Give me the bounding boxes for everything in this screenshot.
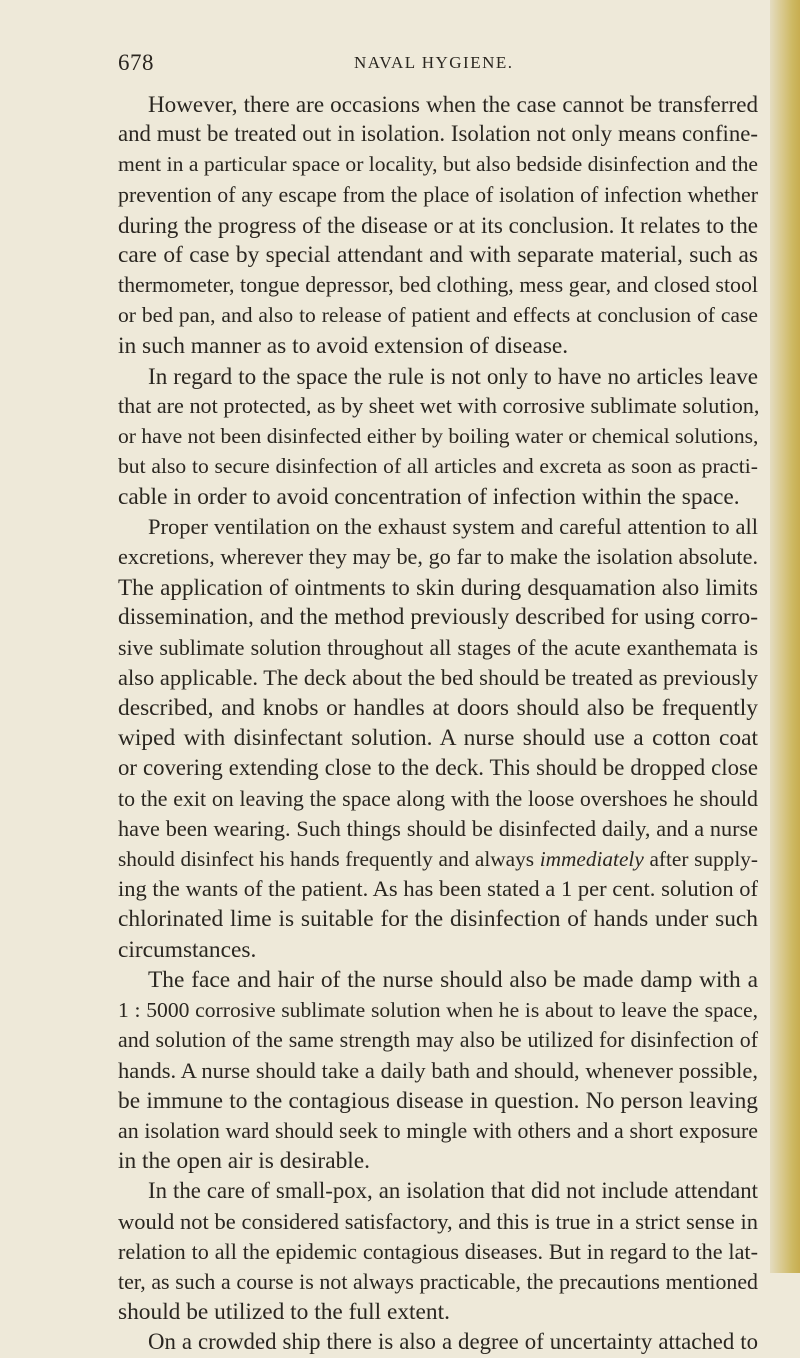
text-line: ing the wants of the patient. As has been stated a 1 per cent. solution of <box>118 876 758 902</box>
text-line: should be utilized to the full extent. <box>118 1299 450 1326</box>
text-line: relation to all the epidemic contagious diseases. But in regard to the lat- <box>118 1238 758 1264</box>
paragraph <box>118 965 758 1176</box>
body-text <box>118 89 758 1358</box>
text-line: ter, as such a course is not always practicable, the precautions mentioned <box>118 1268 758 1294</box>
text-line: On a crowded ship there is also a degree of uncertainty attached to <box>148 1329 758 1355</box>
text-line: circumstances. <box>118 936 257 963</box>
text-line: chlorinated lime is suitable for the disinfection of hands under such <box>118 906 758 933</box>
text-line: In the care of small-pox, an isolation that did not include attendant <box>148 1178 758 1204</box>
text-line: cable in order to avoid concentration of infection within the space. <box>118 483 740 510</box>
text-line: Proper ventilation on the exhaust system and careful attention to all <box>148 513 758 539</box>
text-line: excretions, wherever they may be, go far to make the isolation absolute. <box>118 544 758 570</box>
text-line: have been wearing. Such things should be disinfected daily, and a nurse <box>118 815 758 841</box>
text-line: care of case by special attendant and with separate material, such as <box>118 242 758 269</box>
page-edge <box>770 0 800 1273</box>
text-line: sive sublimate solution throughout all stages of the acute exanthemata is <box>118 634 758 660</box>
text-line: wiped with disinfectant solution. A nurse should use a cotton coat <box>118 725 758 752</box>
text-line: an isolation ward should seek to mingle with others and a short exposure <box>118 1117 758 1143</box>
text-line: in such manner as to avoid extension of disease. <box>118 332 569 359</box>
text-line: ment in a particular space or locality, but also bedside disinfection and the <box>118 152 758 177</box>
text-line: described, and knobs or handles at doors should also be frequently <box>118 695 758 722</box>
text-line: or covering extending close to the deck. This should be dropped close <box>118 755 758 781</box>
text-line: prevention of any escape from the place of isolation of infection whether <box>118 181 758 207</box>
text-line: to the exit on leaving the space along with the loose overshoes he should <box>118 785 758 811</box>
paragraph <box>118 1176 758 1327</box>
text-line: or have not been disinfected either by boiling water or chemical solutions, <box>118 424 759 449</box>
paragraph <box>118 1327 758 1357</box>
text-line: during the progress of the disease or at its conclusion. It relates to the <box>118 211 759 238</box>
paragraph <box>118 361 758 512</box>
text-line: also applicable. The deck about the bed should be treated as previously <box>118 664 758 690</box>
text-line: but also to secure disinfection of all articles and excreta as soon as practi- <box>118 454 758 479</box>
text-line: and must be treated out in isolation. Isolation not only means confine- <box>118 121 758 147</box>
page-number: 678 <box>118 50 154 75</box>
text-line: be immune to the contagious disease in question. No person leaving <box>118 1087 758 1114</box>
text-line: thermometer, tongue depressor, bed clothing, mess gear, and closed stool <box>118 272 758 298</box>
text-line: dissemination, and the method previously described for using corro- <box>118 604 758 631</box>
text-line: The face and hair of the nurse should also be made damp with a <box>148 966 758 993</box>
text-line: in the open air is desirable. <box>118 1148 371 1175</box>
running-head: NAVAL HYGIENE. <box>354 53 514 72</box>
text-line: However, there are occasions when the case cannot be transferred <box>148 91 758 117</box>
text-line: or bed pan, and also to release of patient and effects at conclusion of case <box>118 303 758 328</box>
paragraph <box>118 512 758 965</box>
text-line: that are not protected, as by sheet wet with corrosive sublimate solution, <box>118 393 760 419</box>
text-line: In regard to the space the rule is not only to have no articles leave <box>148 362 758 389</box>
text-line: The application of ointments to skin during desquamation also limits <box>118 574 758 601</box>
text-line: 1 : 5000 corrosive sublimate solution when he is about to leave the space, <box>118 998 758 1023</box>
text-line: hands. A nurse should take a daily bath and should, whenever possible, <box>118 1057 758 1083</box>
text-line: and solution of the same strength may also be utilized for disinfection of <box>118 1027 758 1053</box>
text-line: would not be considered satisfactory, and this is true in a strict sense in <box>118 1208 758 1234</box>
paragraph <box>118 89 758 361</box>
emphasis-text: immediately <box>539 847 644 872</box>
text-line: should disinfect his hands frequently and always immediately after supply- <box>118 847 758 872</box>
